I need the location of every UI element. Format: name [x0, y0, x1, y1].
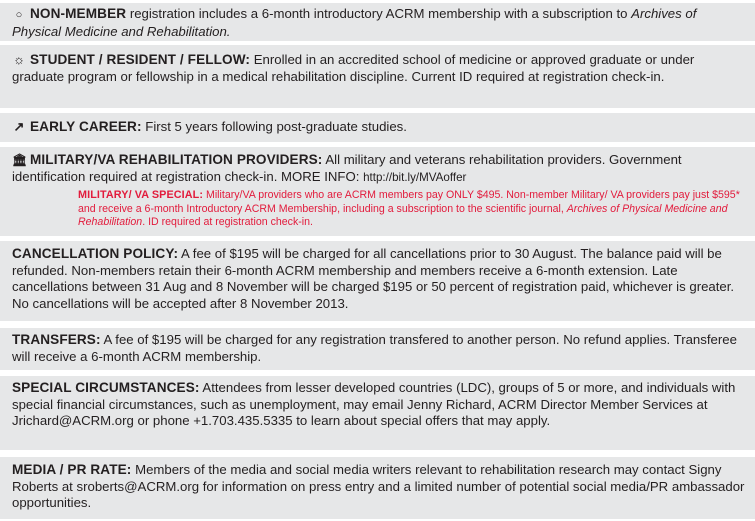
arrow-up-right-icon: ↗: [13, 119, 25, 134]
military-special-journal: Archives of Physical Medicine and Rehabilitation: [78, 202, 728, 228]
early-career-title: EARLY CAREER:: [30, 119, 142, 134]
special-circumstances-text: Attendees from lesser developed countries (LDC), groups of 5 or more, and individuals with special financial circumstances, such as unemployment, may email Jenny Richard, ACRM Director Member Services at Jrichard@ACRM.org or phone +1.703.435.5335 to learn about special offers that may apply.: [12, 380, 736, 429]
sun-icon: ☼: [12, 52, 26, 67]
media-title: MEDIA / PR RATE:: [12, 462, 132, 477]
building-icon: 🏛: [12, 153, 28, 167]
special-circumstances-section: [0, 376, 755, 450]
student-text: Enrolled in an accredited school of medicine or approved graduate or under graduate program or fellowship in a medical rehabilitation discipline. Current ID required at registration check-in.: [12, 52, 695, 84]
early-career-text: First 5 years following post-graduate studies.: [141, 119, 407, 134]
special-circumstances-title: SPECIAL CIRCUMSTANCES:: [12, 380, 200, 395]
cancellation-section: [0, 241, 755, 321]
military-special-text: Military/VA providers who are ACRM members pay ONLY $495. Non-member Military/ VA providers pay just $595* and receive a 6-month Introductory ACRM Membership, including a subscription to the scientific journal,: [78, 189, 740, 215]
military-text: All military and veterans rehabilitation providers. Government identification required at registration check-in. MORE INFO:: [12, 152, 682, 184]
military-title: MILITARY/VA REHABILITATION PROVIDERS:: [30, 152, 323, 167]
nonmember-title: NON-MEMBER: [30, 6, 127, 21]
transfers-section: [0, 328, 755, 370]
student-title: STUDENT / RESIDENT / FELLOW:: [30, 52, 251, 67]
military-section: [0, 147, 755, 236]
more-info-link[interactable]: http://bit.ly/MVAoffer: [363, 170, 467, 184]
military-special-note: [78, 189, 745, 229]
early-career-section: [0, 113, 755, 142]
media-text: Members of the media and social media writers relevant to rehabilitation research may contact Signy Roberts at sroberts@ACRM.org for information on press entry and a limited number of potential social media/PR ambassador opportunities.: [12, 462, 745, 511]
nonmember-journal: Archives of Physical Medicine and Rehabilitation.: [12, 6, 697, 39]
circle-icon: ○: [15, 9, 23, 21]
student-section: [0, 45, 755, 108]
nonmember-text: registration includes a 6-month introductory ACRM membership with a subscription to: [126, 6, 632, 21]
media-section: [0, 457, 755, 519]
military-special-end: . ID required at registration check-in.: [142, 216, 313, 228]
transfers-text: A fee of $195 will be charged for any registration transfered to another person. No refund applies. Transferee will receive a 6-month ACRM membership.: [12, 332, 737, 364]
cancellation-text: A fee of $195 will be charged for all cancellations prior to 30 August. The balance paid will be refunded. Non-members retain their 6-month ACRM membership and members receive a 6-month extension. Late cancellations between 31 Aug and 8 November will be charged $195 or 50 percent of registration paid, whichever is greater. No cancellations will be accepted after 8 November 2013.: [12, 246, 735, 311]
nonmember-section: [0, 3, 755, 41]
cancellation-title: CANCELLATION POLICY:: [12, 246, 179, 261]
military-special-title: MILITARY/ VA SPECIAL:: [78, 189, 204, 202]
transfers-title: TRANSFERS:: [12, 332, 101, 347]
